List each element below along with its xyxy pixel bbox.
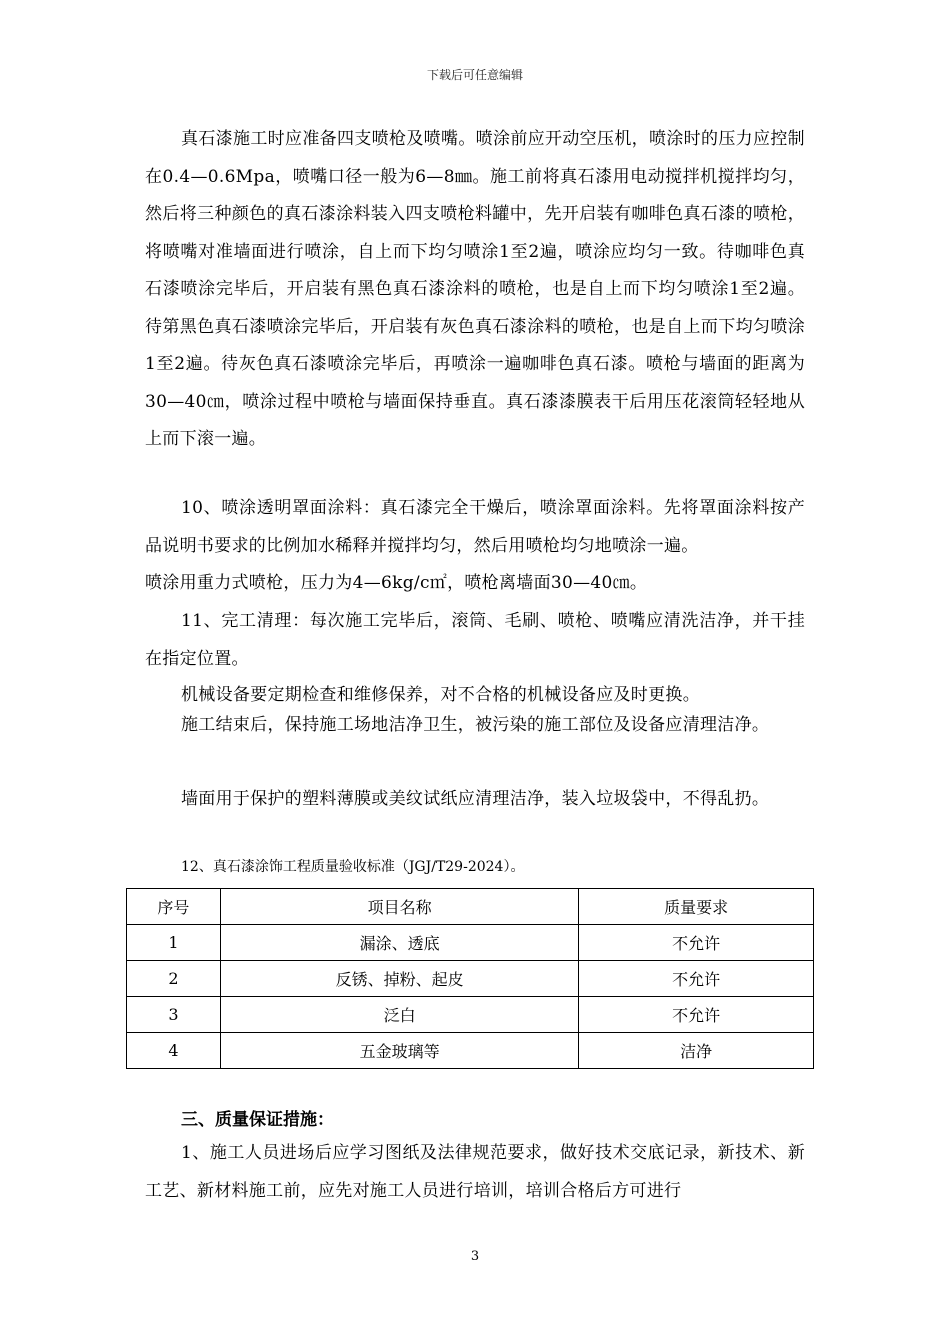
table-header-row <box>127 889 814 925</box>
cell-requirement: 不允许 <box>579 997 814 1033</box>
paragraph-spray-procedure: 真石漆施工时应准备四支喷枪及喷嘴。喷涂前应开动空压机，喷涂时的压力应控制在0.4—0.6Mpa，喷嘴口径一般为6—8㎜。施工前将真石漆用电动搅拌机搅拌均匀，然后将三种颜色的真石漆涂料装入四支喷枪料罐中，先开启装有咖啡色真石漆的喷枪，将喷嘴对准墙面进行喷涂，自上而下均匀喷涂1至2遍，喷涂应均匀一致。待咖啡色真石漆喷涂完毕后，开启装有黑色真石漆涂料的喷枪，也是自上而下均匀喷涂1至2遍。待第黑色真石漆喷涂完毕后，开启装有灰色真石漆涂料的喷枪，也是自上而下均匀喷涂1至2遍。待灰色真石漆喷涂完毕后，再喷涂一遍咖啡色真石漆。喷枪与墙面的距离为30—40㎝，喷涂过程中喷枪与墙面保持垂直。真石漆漆膜表干后用压花滚筒轻轻地从上而下滚一遍。 <box>145 129 805 449</box>
page-header: 下载后可任意编辑 <box>426 68 523 82</box>
table-row <box>127 925 814 961</box>
cell-item: 泛白 <box>220 997 578 1033</box>
paragraph-quality-training: 1、施工人员进场后应学习图纸及法律规范要求，做好技术交底记录，新技术、新工艺、新材料施工前，应先对施工人员进行培训，培训合格后方可进行 <box>145 1143 805 1201</box>
cell-item: 漏涂、透底 <box>220 925 578 961</box>
section-title: 三、质量保证措施： <box>181 1110 334 1130</box>
paragraph-topcoat: 10、喷涂透明罩面涂料：真石漆完全干燥后，喷涂罩面涂料。先将罩面涂料按产品说明书要求的比例加水稀释并搅拌均匀，然后用喷枪均匀地喷涂一遍。 <box>145 498 805 556</box>
cell-item: 反锈、掉粉、起皮 <box>220 961 578 997</box>
paragraph-topcoat-pressure: 喷涂用重力式喷枪，压力为4—6kg/c㎡，喷枪离墙面30—40㎝。 <box>145 573 648 593</box>
header-item-name: 项目名称 <box>220 889 578 925</box>
table-row <box>127 1033 814 1069</box>
table-caption: 12、真石漆涂饰工程质量验收标准（JGJ/T29-2024）。 <box>181 859 525 875</box>
cell-index: 4 <box>127 1033 221 1069</box>
cell-index: 3 <box>127 997 221 1033</box>
paragraph-film-disposal: 墙面用于保护的塑料薄膜或美纹试纸应清理洁净，装入垃圾袋中，不得乱扔。 <box>181 789 770 809</box>
paragraph-cleanup: 11、完工清理：每次施工完毕后，滚筒、毛刷、喷枪、喷嘴应清洗洁净，并干挂在指定位置。 <box>145 611 805 669</box>
cell-requirement: 不允许 <box>579 961 814 997</box>
header-quality-requirement: 质量要求 <box>579 889 814 925</box>
quality-acceptance-table <box>126 888 814 1069</box>
cell-index: 1 <box>127 925 221 961</box>
cell-index: 2 <box>127 961 221 997</box>
paragraph-equipment: 机械设备要定期检查和维修保养，对不合格的机械设备应及时更换。 <box>181 685 700 705</box>
cell-item: 五金玻璃等 <box>220 1033 578 1069</box>
paragraph-site-clean: 施工结束后，保持施工场地洁净卫生，被污染的施工部位及设备应清理洁净。 <box>181 715 770 735</box>
page-number: 3 <box>470 1249 480 1264</box>
table-row <box>127 997 814 1033</box>
cell-requirement: 洁净 <box>579 1033 814 1069</box>
cell-requirement: 不允许 <box>579 925 814 961</box>
table-row <box>127 961 814 997</box>
header-index: 序号 <box>127 889 221 925</box>
